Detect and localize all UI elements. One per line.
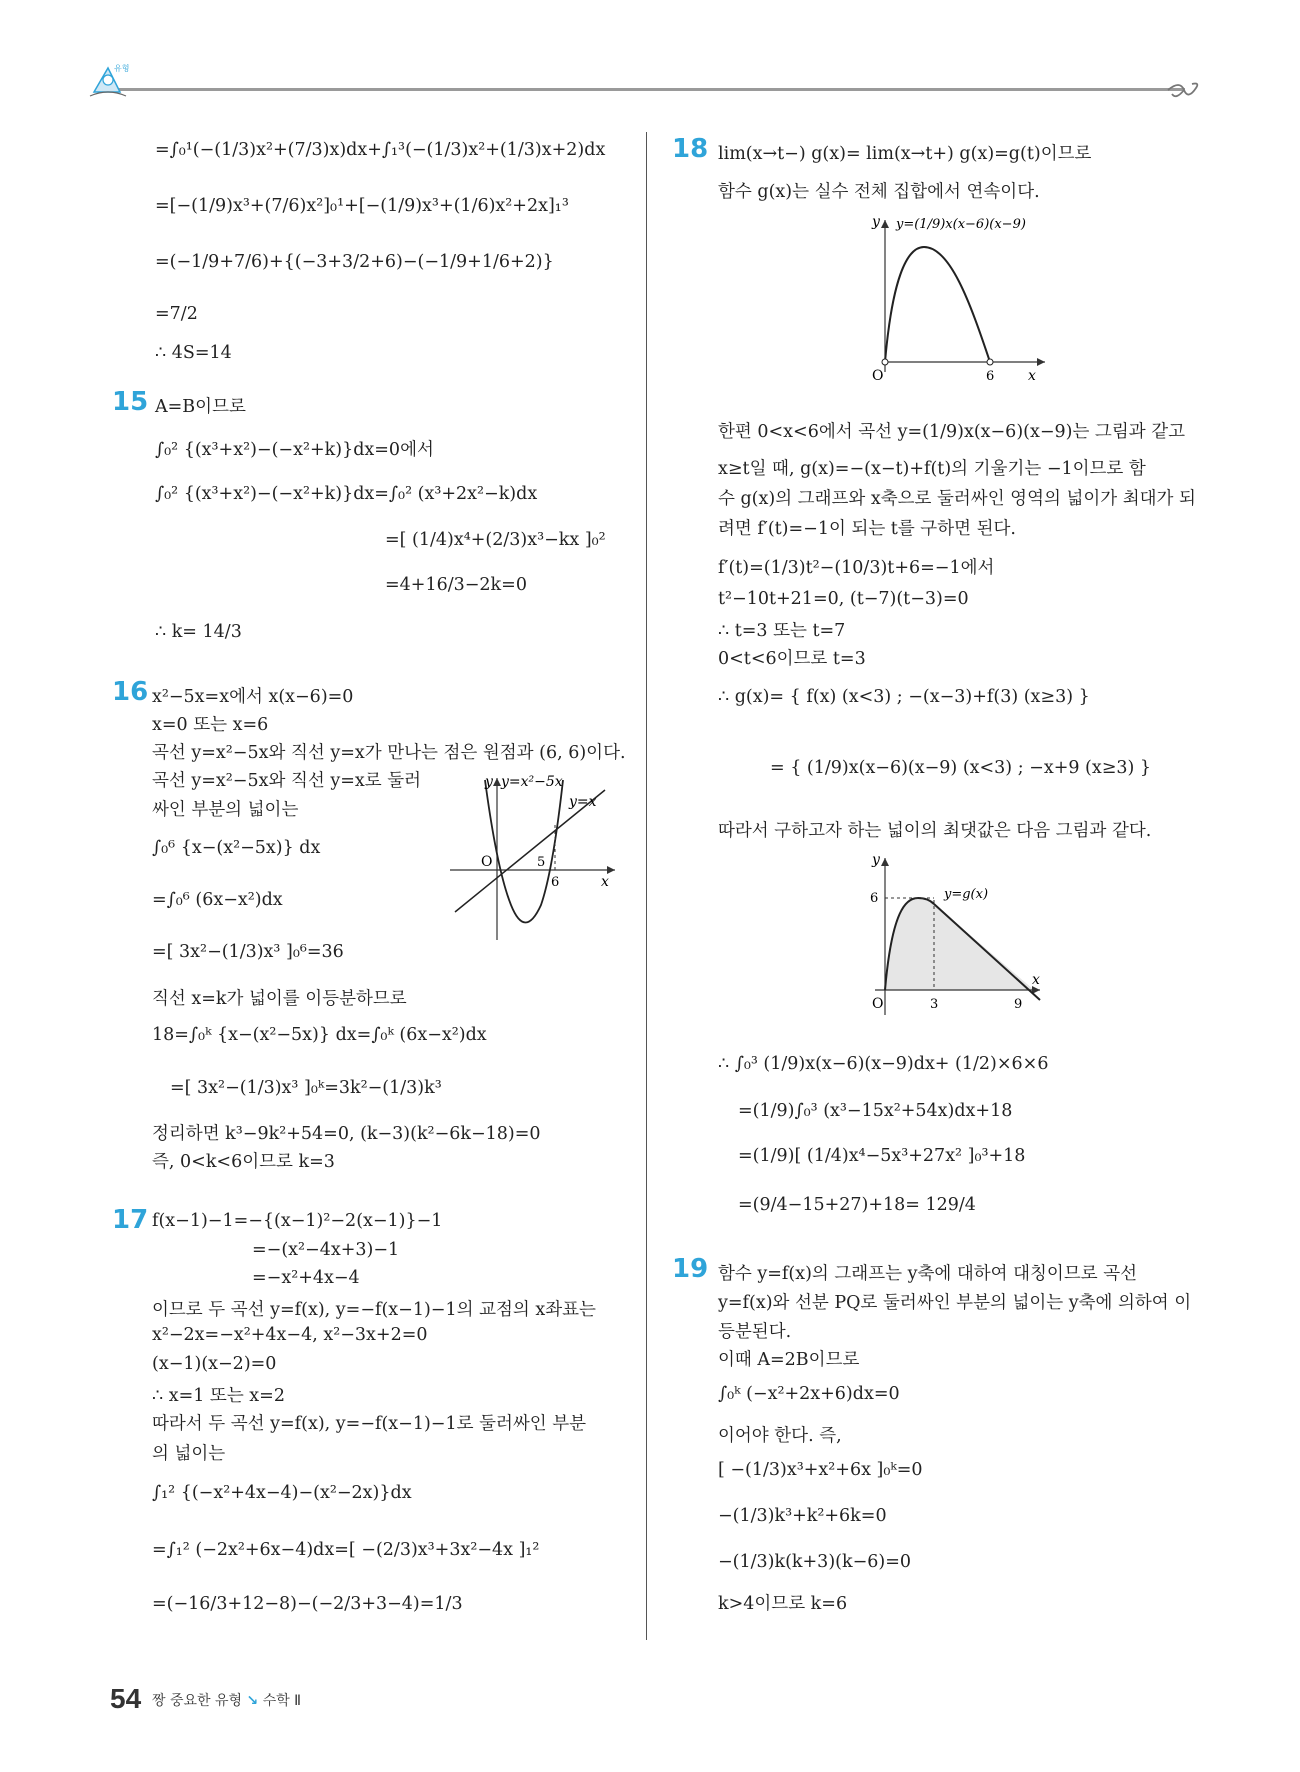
p19-line-10: k>4이므로 k=6	[718, 1594, 848, 1614]
p17-line-12: =(−16/3+12−8)−(−2/3+3−4)=1/3	[152, 1594, 463, 1614]
p18g1-curve	[885, 247, 990, 362]
logo-text: 유형	[114, 64, 130, 73]
p18g1-curve-label: y=(1/9)x(x−6)(x−9)	[896, 217, 1026, 232]
p16-line-8: =[ 3x²−(1/3)x³ ]₀⁶=36	[152, 942, 344, 962]
p17-line-11: =∫₁² (−2x²+6x−4)dx=[ −(2/3)x³+3x²−4x ]₁²	[152, 1540, 540, 1560]
p17-line-10: ∫₁² {(−x²+4x−4)−(x²−2x)}dx	[152, 1483, 412, 1503]
p19-line-5: ∫₀ᵏ (−x²+2x+6)dx=0	[718, 1384, 900, 1404]
p18g2-axis-y-label: y	[872, 852, 880, 868]
problem-16-number: 16	[112, 677, 149, 707]
p16-tick6: 6	[551, 875, 560, 890]
p15-line-6: ∴ k= 14/3	[155, 622, 242, 642]
p16-tick5: 5	[537, 855, 546, 870]
p18g1-axis-y-label: y	[872, 214, 880, 230]
p15-line-1: A=B이므로	[155, 397, 246, 417]
p19-line-7: [ −(1/3)x³+x²+6x ]₀ᵏ=0	[718, 1460, 923, 1480]
p18g2-tick9: 9	[1014, 997, 1023, 1012]
p16-line-label: y=x	[569, 794, 597, 810]
p16-line-7: =∫₀⁶ (6x−x²)dx	[152, 890, 283, 910]
p15-line-3: ∫₀² {(x³+x²)−(−x²+k)}dx=∫₀² (x³+2x²−k)dx	[155, 484, 538, 504]
p16-line-9: 직선 x=k가 넓이를 이등분하므로	[152, 989, 407, 1009]
p16-line-11: =[ 3x²−(1/3)x³ ]₀ᵏ=3k²−(1/3)k³	[170, 1078, 442, 1098]
p18-line-1: lim(x→t−) g(x)= lim(x→t+) g(x)=g(t)이므로	[718, 144, 1092, 164]
p16-origin: O	[481, 854, 493, 870]
p18-line-14: ∴ ∫₀³ (1/9)x(x−6)(x−9)dx+ (1/2)×6×6	[718, 1054, 1049, 1074]
p17-line-2: =−(x²−4x+3)−1	[252, 1240, 400, 1260]
p18-line-17: =(9/4−15+27)+18= 129/4	[738, 1195, 976, 1215]
p14-line-5: ∴ 4S=14	[155, 343, 232, 363]
p15-line-4: =[ (1/4)x⁴+(2/3)x³−kx ]₀²	[385, 530, 606, 550]
p18g2-origin: O	[872, 996, 884, 1012]
p18-line-11: ∴ g(x)= { f(x) (x<3) ; −(x−3)+f(3) (x≥3) }	[718, 687, 1090, 707]
p16-line-12: 정리하면 k³−9k²+54=0, (k−3)(k²−6k−18)=0	[152, 1124, 541, 1144]
p18g1-axis-x-label: x	[1028, 368, 1036, 384]
p18g1-x-arrow-icon	[1037, 358, 1045, 366]
problem-15-number: 15	[112, 387, 149, 417]
p17-line-5: x²−2x=−x²+4x−4, x²−3x+2=0	[152, 1325, 428, 1345]
p17-line-4: 이므로 두 곡선 y=f(x), y=−f(x−1)−1의 교점의 x좌표는	[152, 1300, 596, 1320]
p18-graph-1	[860, 212, 1060, 387]
footer-arrow-icon: ↘	[246, 1693, 259, 1709]
p18-line-10: 0<t<6이므로 t=3	[718, 649, 866, 669]
p16-line-5: 싸인 부분의 넓이는	[152, 800, 299, 820]
problem-18-number: 18	[672, 134, 709, 164]
p18-line-13: 따라서 구하고자 하는 넓이의 최댓값은 다음 그림과 같다.	[718, 821, 1152, 841]
p15-line-5: =4+16/3−2k=0	[385, 575, 527, 595]
p16-curve-label: y=x²−5x	[501, 774, 563, 790]
p18g1-origin: O	[872, 368, 884, 384]
p19-line-2: y=f(x)와 선분 PQ로 둘러싸인 부분의 넓이는 y축에 의하여 이	[718, 1293, 1192, 1313]
p18g2-shaded-area	[885, 898, 1034, 990]
p17-line-8: 따라서 두 곡선 y=f(x), y=−f(x−1)−1로 둘러싸인 부분	[152, 1414, 587, 1434]
p18-line-3: 한편 0<x<6에서 곡선 y=(1/9)x(x−6)(x−9)는 그림과 같고	[718, 422, 1186, 442]
problem-17-number: 17	[112, 1205, 149, 1235]
p16-line-1: x²−5x=x에서 x(x−6)=0	[152, 687, 354, 707]
p18-line-5: 수 g(x)의 그래프와 x축으로 둘러싸인 영역의 넓이가 최대가 되	[718, 489, 1196, 509]
p19-line-8: −(1/3)k³+k²+6k=0	[718, 1506, 887, 1526]
p14-line-1: =∫₀¹(−(1/3)x²+(7/3)x)dx+∫₁³(−(1/3)x²+(1/3)x+2)dx	[155, 140, 606, 160]
p16-line-4: 곡선 y=x²−5x와 직선 y=x로 둘러	[152, 771, 422, 791]
p18g2-axis-x-label: x	[1032, 972, 1040, 988]
p18-line-6: 려면 f′(t)=−1이 되는 t를 구하면 된다.	[718, 519, 1016, 539]
p18g2-tick3: 3	[930, 997, 939, 1012]
p17-line-9: 의 넓이는	[152, 1444, 226, 1464]
p18-line-9: ∴ t=3 또는 t=7	[718, 621, 846, 641]
p18-line-12: = { (1/9)x(x−6)(x−9) (x<3) ; −x+9 (x≥3) }	[770, 758, 1152, 778]
footer-subject: 수학 Ⅱ	[262, 1693, 302, 1709]
p16-line-13: 즉, 0<k<6이므로 k=3	[152, 1152, 335, 1172]
p18-line-16: =(1/9)[ (1/4)x⁴−5x³+27x² ]₀³+18	[738, 1146, 1026, 1166]
footer-book: 짱 중요한 유형	[152, 1693, 243, 1709]
p17-line-6: (x−1)(x−2)=0	[152, 1354, 277, 1374]
p18g1-open-point-0	[882, 359, 888, 365]
p18g2-ytick6: 6	[870, 891, 879, 906]
p16-axis-y-label: y	[485, 774, 493, 790]
p18-line-8: t²−10t+21=0, (t−7)(t−3)=0	[718, 589, 969, 609]
p18g1-open-point-6	[987, 359, 993, 365]
p18g1-y-arrow-icon	[881, 220, 889, 228]
p14-line-3: =(−1/9+7/6)+{(−3+3/2+6)−(−1/9+1/6+2)}	[155, 252, 554, 272]
p18-graph-2	[860, 850, 1050, 1025]
p18g1-tick6: 6	[986, 369, 995, 384]
problem-19-number: 19	[672, 1254, 709, 1284]
p16-line-6: ∫₀⁶ {x−(x²−5x)} dx	[152, 838, 321, 858]
p16-line-2: x=0 또는 x=6	[152, 715, 269, 735]
p14-line-2: =[−(1/9)x³+(7/6)x²]₀¹+[−(1/9)x³+(1/6)x²+2x]₁³	[155, 196, 569, 216]
footer-text	[152, 1690, 301, 1710]
p19-line-9: −(1/3)k(k+3)(k−6)=0	[718, 1552, 911, 1572]
p18-line-15: =(1/9)∫₀³ (x³−15x²+54x)dx+18	[738, 1101, 1013, 1121]
p19-line-6: 이어야 한다. 즉,	[718, 1426, 842, 1446]
p14-line-4: =7/2	[155, 304, 198, 324]
p15-line-2: ∫₀² {(x³+x²)−(−x²+k)}dx=0에서	[155, 440, 434, 460]
p18-line-7: f′(t)=(1/3)t²−(10/3)t+6=−1에서	[718, 558, 995, 578]
p18-line-4: x≥t일 때, g(x)=−(x−t)+f(t)의 기울기는 −1이므로 함	[718, 459, 1146, 479]
p18g2-y-arrow-icon	[881, 858, 889, 866]
p17-line-3: =−x²+4x−4	[252, 1268, 360, 1288]
p16-line-3: 곡선 y=x²−5x와 직선 y=x가 만나는 점은 원점과 (6, 6)이다.	[152, 743, 626, 763]
p19-line-3: 등분된다.	[718, 1322, 792, 1342]
p17-line-7: ∴ x=1 또는 x=2	[152, 1386, 285, 1406]
p19-line-4: 이때 A=2B이므로	[718, 1350, 860, 1370]
p18-line-2: 함수 g(x)는 실수 전체 집합에서 연속이다.	[718, 182, 1040, 202]
p16-axis-x-label: x	[601, 874, 609, 890]
p18g2-curve-label: y=g(x)	[944, 887, 989, 902]
p16-line-10: 18=∫₀ᵏ {x−(x²−5x)} dx=∫₀ᵏ (6x−x²)dx	[152, 1025, 487, 1045]
p17-line-1: f(x−1)−1=−{(x−1)²−2(x−1)}−1	[152, 1211, 443, 1231]
page-number: 54	[110, 1683, 142, 1714]
p19-line-1: 함수 y=f(x)의 그래프는 y축에 대하여 대칭이므로 곡선	[718, 1264, 1138, 1284]
